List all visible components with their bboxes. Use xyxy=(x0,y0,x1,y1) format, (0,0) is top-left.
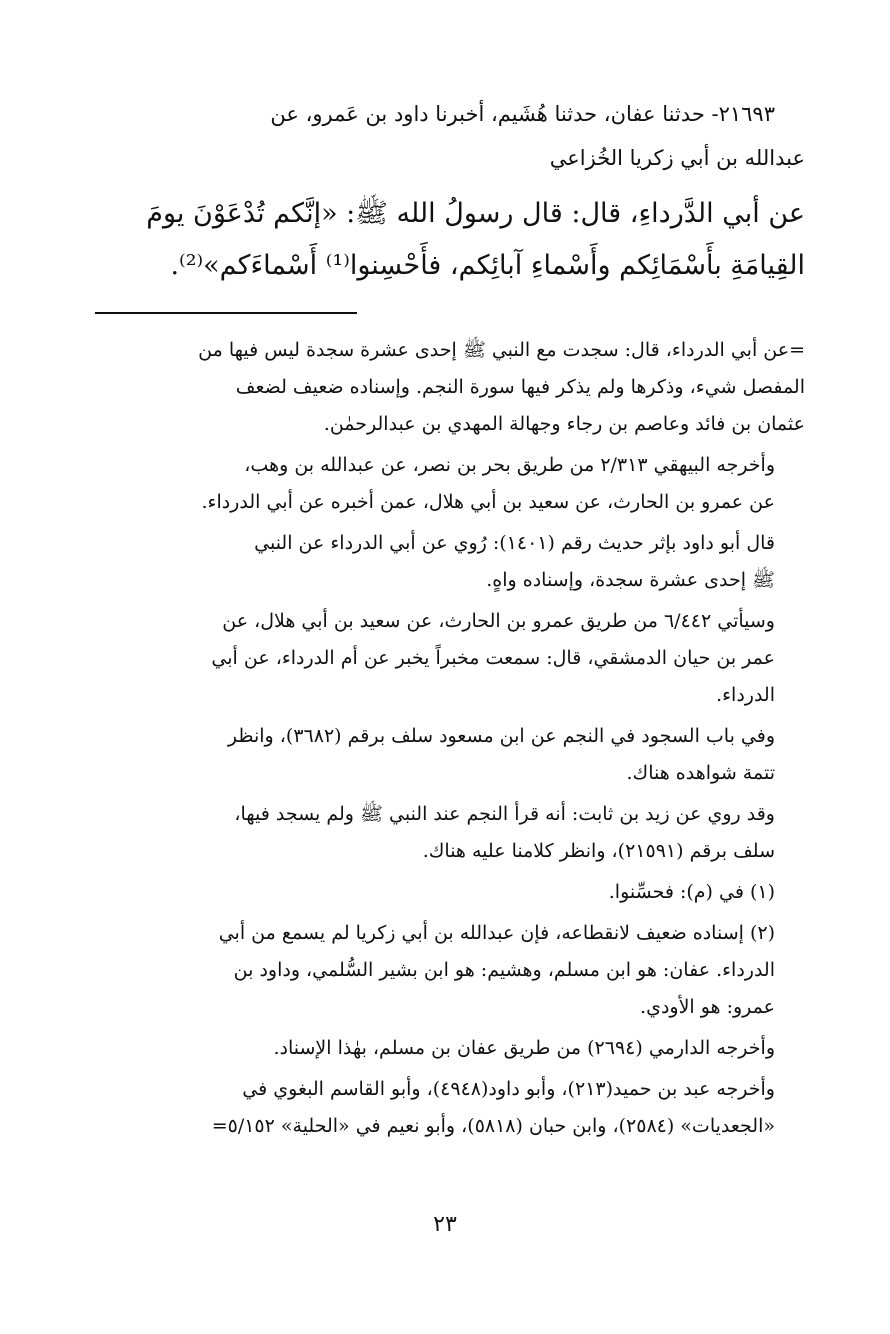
footnote-line: عن عمرو بن الحارث، عن سعيد بن أبي هلال، عمن أخبره عن أبي الدرداء. xyxy=(201,491,775,513)
footnote-paragraph xyxy=(95,332,805,443)
footnote-line: وفي باب السجود في النجم عن ابن مسعود سلف برقم (٣٦٨٢)، وانظر xyxy=(227,725,775,747)
matn-line: عن أبي الدَّرداءِ، قال: قال رسولُ الله ﷺ: «إنَّكم تُدْعَوْنَ يومَ xyxy=(146,198,805,229)
footnote-paragraph xyxy=(95,525,805,599)
footnotes xyxy=(95,332,805,1145)
footnote-line: قال أبو داود بإثر حديث رقم (١٤٠١): رُوي عن أبي الدرداء عن النبي xyxy=(254,532,775,554)
footnote-line: وأخرجه عبد بن حميد(٢١٣)، وأبو داود(٤٩٤٨)، وأبو القاسم البغوي في xyxy=(242,1078,775,1100)
footnote-line: وأخرجه البيهقي ٢/٣١٣ من طريق بحر بن نصر، عن عبدالله بن وهب، xyxy=(244,454,775,476)
footnote-line: ﷺ إحدى عشرة سجدة، وإسناده واهٍ. xyxy=(486,569,775,591)
footnote-line: (٢) إسناده ضعيف لانقطاعه، فإن عبدالله بن أبي زكريا لم يسمع من أبي xyxy=(218,922,775,944)
footnote-line: =عن أبي الدرداء، قال: سجدت مع النبي ﷺ إحدى عشرة سجدة ليس فيها من xyxy=(198,339,805,361)
footnote-divider xyxy=(95,312,357,314)
footnote-line: عمرو: هو الأودي. xyxy=(640,996,775,1018)
footnote-line: وقد روي عن زيد بن ثابت: أنه قرأ النجم عند النبي ﷺ ولم يسجد فيها، xyxy=(234,803,775,825)
footnote-paragraph xyxy=(95,874,805,911)
footnote-paragraph xyxy=(95,603,805,714)
footnote-line: سلف برقم (٢١٥٩١)، وانظر كلامنا عليه هناك. xyxy=(422,840,775,862)
footnote-line: وسيأتي ٦/٤٤٢ من طريق عمرو بن الحارث، عن سعيد بن أبي هلال، عن xyxy=(222,610,775,632)
footnote-paragraph xyxy=(95,796,805,870)
footnote-line: تتمة شواهده هناك. xyxy=(626,762,775,784)
page-number: ٢٣ xyxy=(433,1212,457,1237)
hadith-isnad xyxy=(95,92,805,180)
footnote-line: المفصل شيء، وذكرها ولم يذكر فيها سورة النجم. وإسناده ضعيف لضعف xyxy=(235,376,805,398)
footnote-line: (١) في (م): فحسِّنوا. xyxy=(608,881,775,903)
footnote-line: عثمان بن فائد وعاصم بن رجاء وجهالة المهدي بن عبدالرحمٰن. xyxy=(323,413,805,435)
footnote-paragraph xyxy=(95,1071,805,1145)
footnote-line: الدرداء. xyxy=(716,684,775,706)
footnote-line: «الجعديات» (٢٥٨٤)، وابن حبان (٥٨١٨)، وأبو نعيم في «الحلية» ٥/١٥٢= xyxy=(211,1115,775,1137)
footnote-paragraph xyxy=(95,447,805,521)
matn-line: القِيامَةِ بأَسْمَائِكم وأَسْماءِ آبائِكم، فأَحْسِنوا⁽¹⁾ أَسْماءَكم»⁽²⁾. xyxy=(170,250,805,281)
footnote-line: الدرداء. عفان: هو ابن مسلم، وهشيم: هو ابن بشير السُّلمي، وداود بن xyxy=(233,959,775,981)
footnote-paragraph xyxy=(95,718,805,792)
isnad-line: عبدالله بن أبي زكريا الخُزاعي xyxy=(549,146,805,170)
footnote-paragraph xyxy=(95,915,805,1026)
footnote-paragraph xyxy=(95,1030,805,1067)
footnote-line: عمر بن حيان الدمشقي، قال: سمعت مخبراً يخبر عن أم الدرداء، عن أبي xyxy=(211,647,775,669)
page-content xyxy=(95,92,805,1149)
hadith-matn xyxy=(95,188,805,292)
isnad-line: ٢١٦٩٣- حدثنا عفان، حدثنا هُشَيم، أخبرنا داود بن عَمرو، عن xyxy=(270,102,775,126)
footnote-line: وأخرجه الدارمي (٢٦٩٤) من طريق عفان بن مسلم، بهٰذا الإسناد. xyxy=(273,1037,775,1059)
